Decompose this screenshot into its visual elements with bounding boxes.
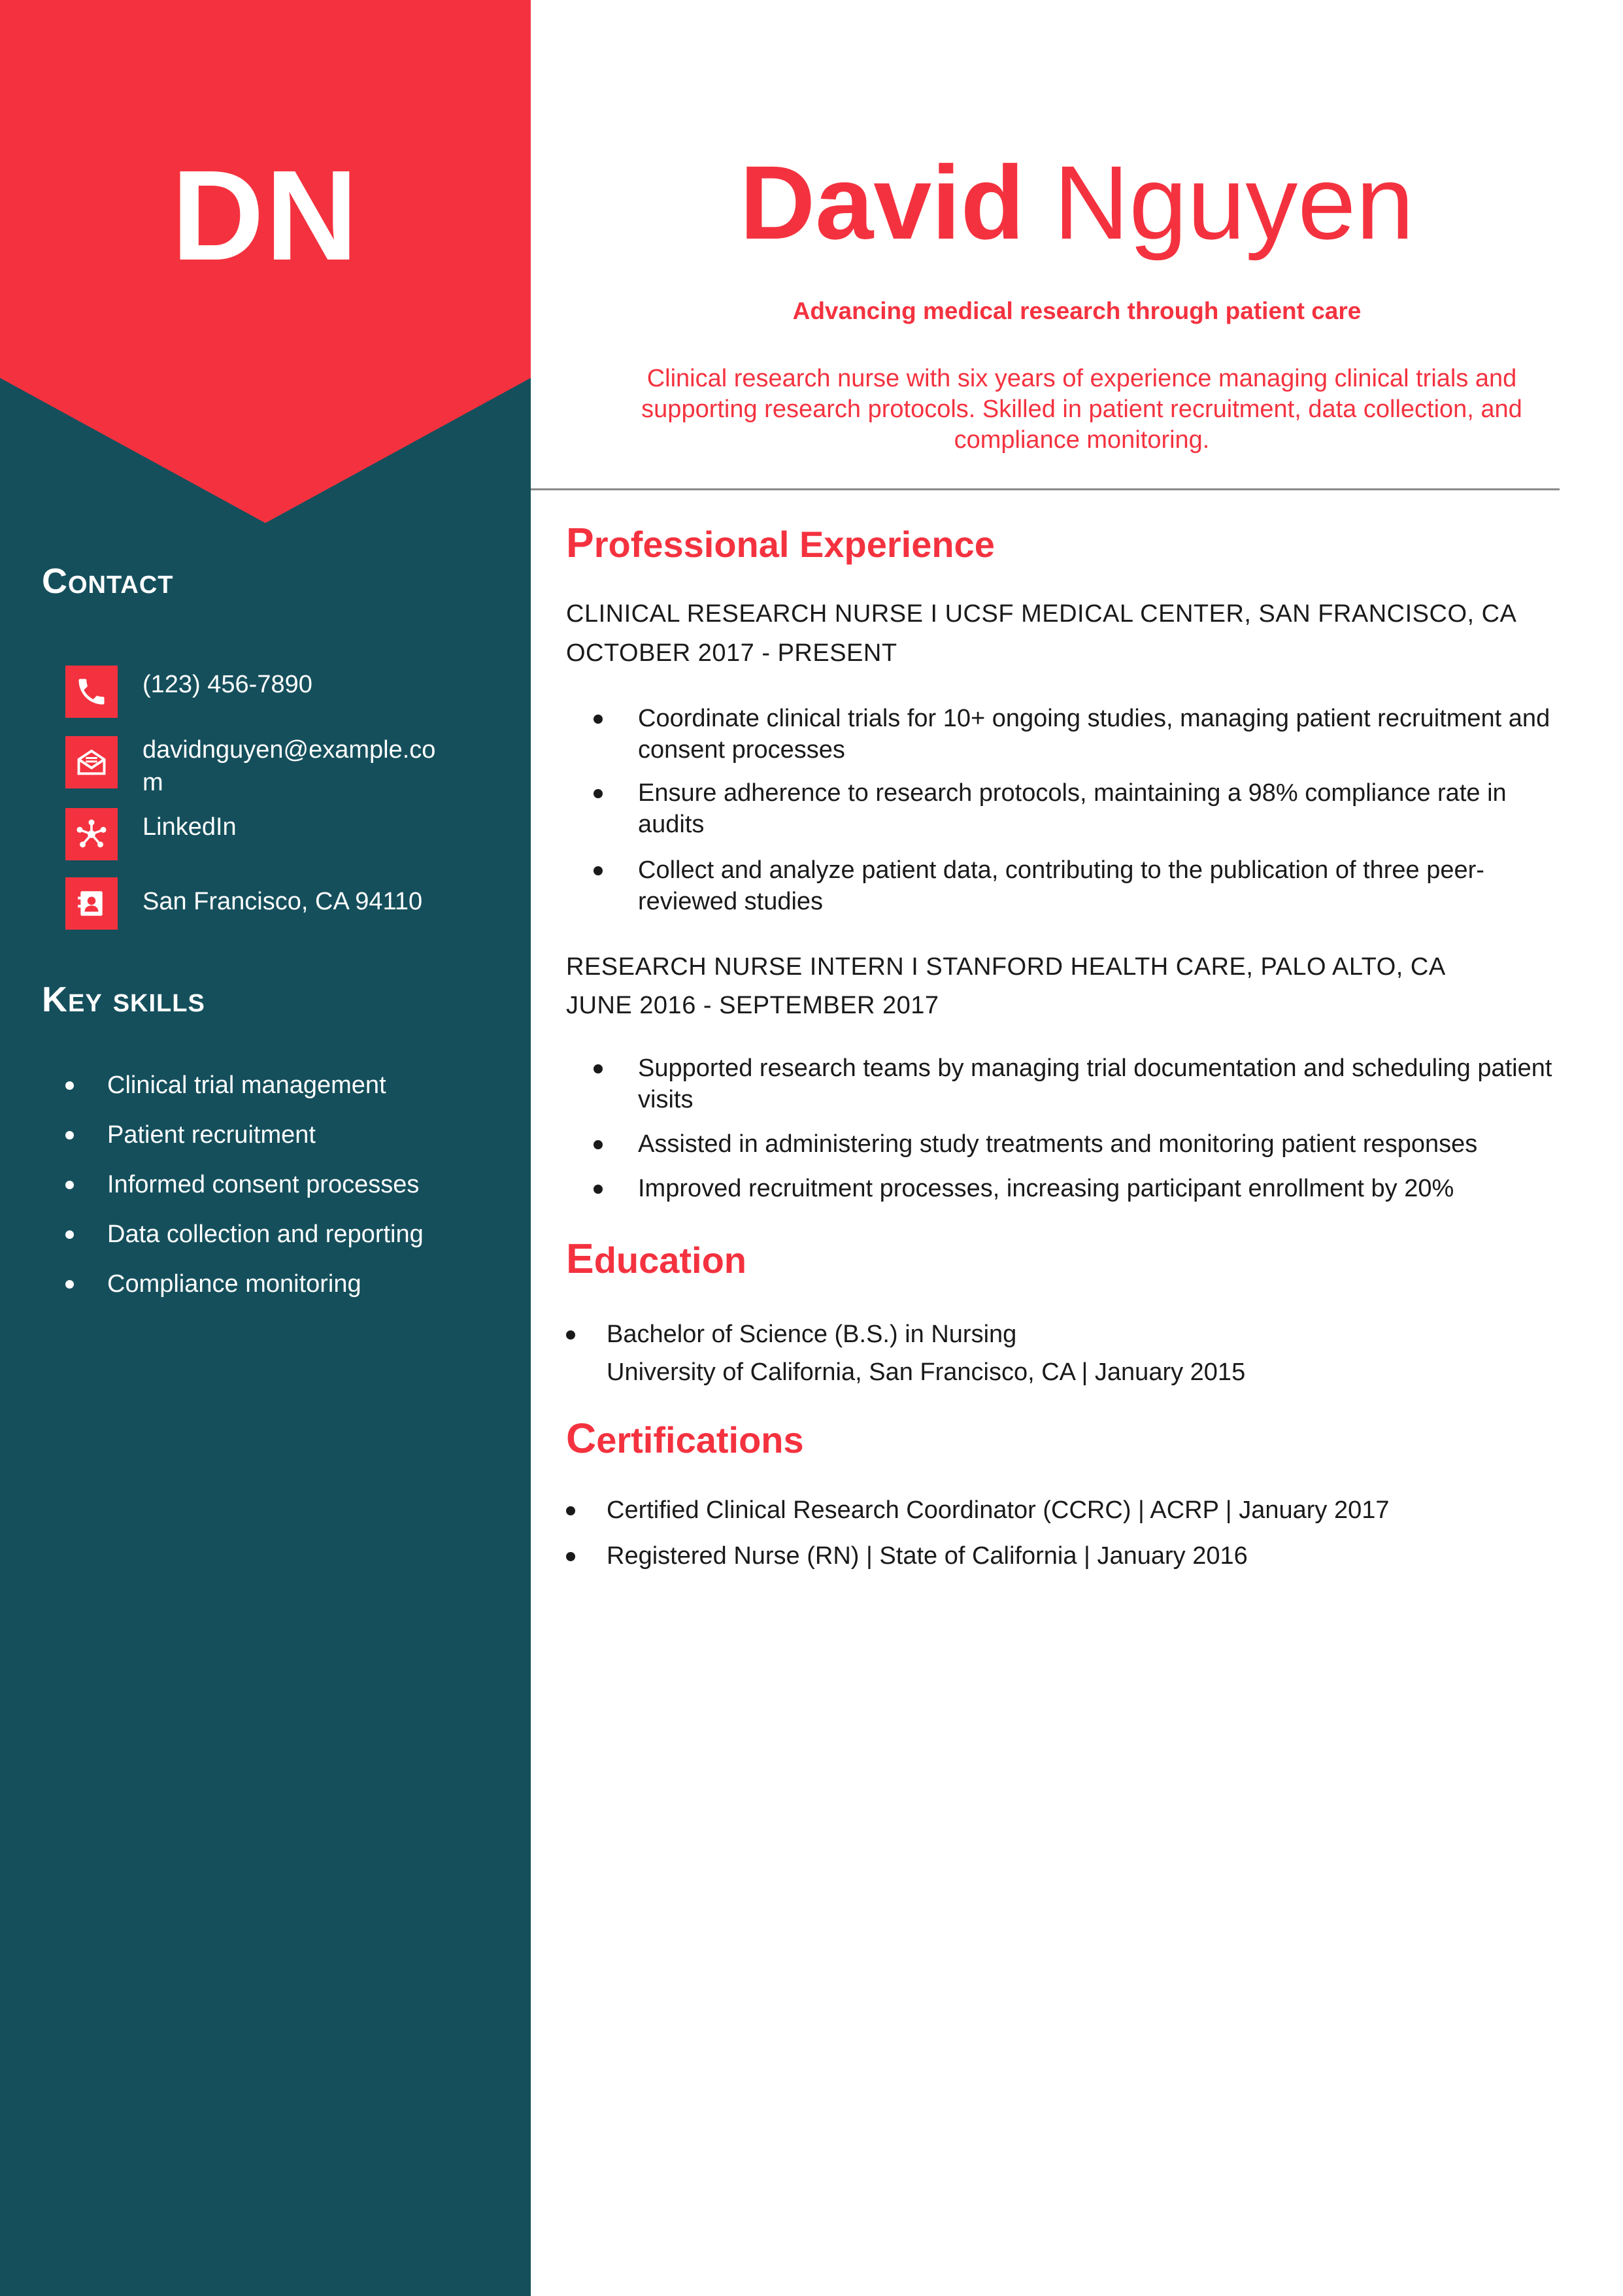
divider xyxy=(531,488,1560,490)
skill-label: Data collection and reporting xyxy=(107,1221,424,1248)
certification-text: Certified Clinical Research Coordinator (CCRC) | ACRP | January 2017 xyxy=(607,1496,1390,1524)
linkedin-text[interactable]: LinkedIn xyxy=(142,813,237,841)
contact-linkedin xyxy=(65,808,509,860)
bullet-text: Supported research teams by managing trial documentation and scheduling patient visits xyxy=(638,1055,1552,1113)
certifications-heading xyxy=(566,1415,804,1462)
heading-initial: E xyxy=(566,1235,594,1282)
bullet-dot xyxy=(566,1552,575,1561)
heading-initial: P xyxy=(566,519,594,566)
bullet-text: Collect and analyze patient data, contributing to the publication of three peer-reviewed studies xyxy=(638,856,1484,915)
last-name: Nguyen xyxy=(1053,144,1414,261)
certification-text: Registered Nurse (RN) | State of California | January 2016 xyxy=(607,1542,1248,1570)
bullet-dot xyxy=(65,1081,74,1090)
heading-rest: ducation xyxy=(594,1240,747,1281)
job-dates: OCTOBER 2017 - PRESENT xyxy=(566,639,897,667)
bullet-dot xyxy=(594,866,603,875)
heading-initial: C xyxy=(566,1415,597,1462)
bullet-item xyxy=(566,854,1566,917)
job-title: CLINICAL RESEARCH NURSE I UCSF MEDICAL CENTER, SAN FRANCISCO, CA xyxy=(566,600,1517,628)
address-card-icon xyxy=(65,877,118,930)
bullet-item xyxy=(566,703,1566,766)
bullet-text: Coordinate clinical trials for 10+ ongoing studies, managing patient recruitment and consent processes xyxy=(638,705,1550,764)
contact-phone xyxy=(65,666,509,718)
bullet-item xyxy=(566,777,1566,840)
degree-text: Bachelor of Science (B.S.) in Nursing xyxy=(607,1321,1017,1348)
contact-address xyxy=(65,877,509,930)
contact-heading: Contact xyxy=(42,562,174,601)
skill-label: Patient recruitment xyxy=(107,1121,316,1149)
skill-item xyxy=(65,1216,424,1266)
bullet-text: Improved recruitment processes, increasing participant enrollment by 20% xyxy=(638,1175,1454,1202)
email-icon xyxy=(65,736,118,788)
skill-label: Informed consent processes xyxy=(107,1171,420,1198)
tagline: Advancing medical research through patient care xyxy=(792,297,1362,324)
bullet-dot xyxy=(594,715,603,724)
bullet-dot xyxy=(594,789,603,798)
bullet-item xyxy=(566,1053,1566,1115)
job-bullets xyxy=(566,1053,1566,1204)
job-title: RESEARCH NURSE INTERN I STANFORD HEALTH CARE, PALO ALTO, CA xyxy=(566,953,1446,981)
first-name: David xyxy=(739,144,1025,261)
education-list xyxy=(566,1315,1566,1391)
education-item xyxy=(566,1315,1566,1391)
candidate-name xyxy=(531,144,1623,261)
contact-email xyxy=(65,734,456,799)
bullet-item xyxy=(566,1173,1566,1204)
heading-rest: rofessional Experience xyxy=(594,524,995,565)
bullet-dot xyxy=(65,1230,74,1239)
school-text: University of California, San Francisco, CA | January 2015 xyxy=(607,1359,1246,1386)
phone-text[interactable]: (123) 456-7890 xyxy=(142,671,312,698)
certifications-list xyxy=(566,1494,1566,1572)
heading-rest: ertifications xyxy=(596,1419,804,1460)
skill-item xyxy=(65,1166,424,1216)
skills-heading: Key skills xyxy=(42,980,205,1019)
bullet-dot xyxy=(65,1131,74,1140)
summary: Clinical research nurse with six years of experience managing clinical trials and supporting research protocols. Skilled in patient recruitment, data collection, and compliance monitoring. xyxy=(641,365,1522,454)
bullet-dot xyxy=(594,1185,603,1194)
network-icon xyxy=(65,808,118,860)
certification-item xyxy=(566,1494,1566,1526)
skill-label: Clinical trial management xyxy=(107,1072,386,1099)
email-text[interactable]: davidnguyen@example.com xyxy=(142,736,436,796)
bullet-dot xyxy=(566,1330,575,1340)
certification-item xyxy=(566,1540,1566,1572)
monogram: DN xyxy=(171,144,360,287)
skill-item xyxy=(65,1117,424,1166)
phone-icon xyxy=(65,666,118,718)
experience-heading xyxy=(566,519,995,566)
address-text: San Francisco, CA 94110 xyxy=(142,888,423,915)
bullet-dot xyxy=(566,1506,575,1515)
skill-item xyxy=(65,1067,424,1117)
bullet-text: Assisted in administering study treatments and monitoring patient responses xyxy=(638,1130,1478,1158)
job-bullets xyxy=(566,703,1566,917)
skill-label: Compliance monitoring xyxy=(107,1270,361,1298)
education-heading xyxy=(566,1235,747,1282)
bullet-dot xyxy=(65,1181,74,1189)
bullet-dot xyxy=(594,1064,603,1073)
bullet-text: Ensure adherence to research protocols, maintaining a 98% compliance rate in audits xyxy=(638,779,1507,838)
bullet-dot xyxy=(65,1280,74,1289)
skill-item xyxy=(65,1266,424,1315)
bullet-item xyxy=(566,1128,1566,1160)
skills-list xyxy=(65,1067,424,1315)
job-dates: JUNE 2016 - SEPTEMBER 2017 xyxy=(566,992,939,1019)
bullet-dot xyxy=(594,1140,603,1149)
sidebar xyxy=(0,0,531,2296)
